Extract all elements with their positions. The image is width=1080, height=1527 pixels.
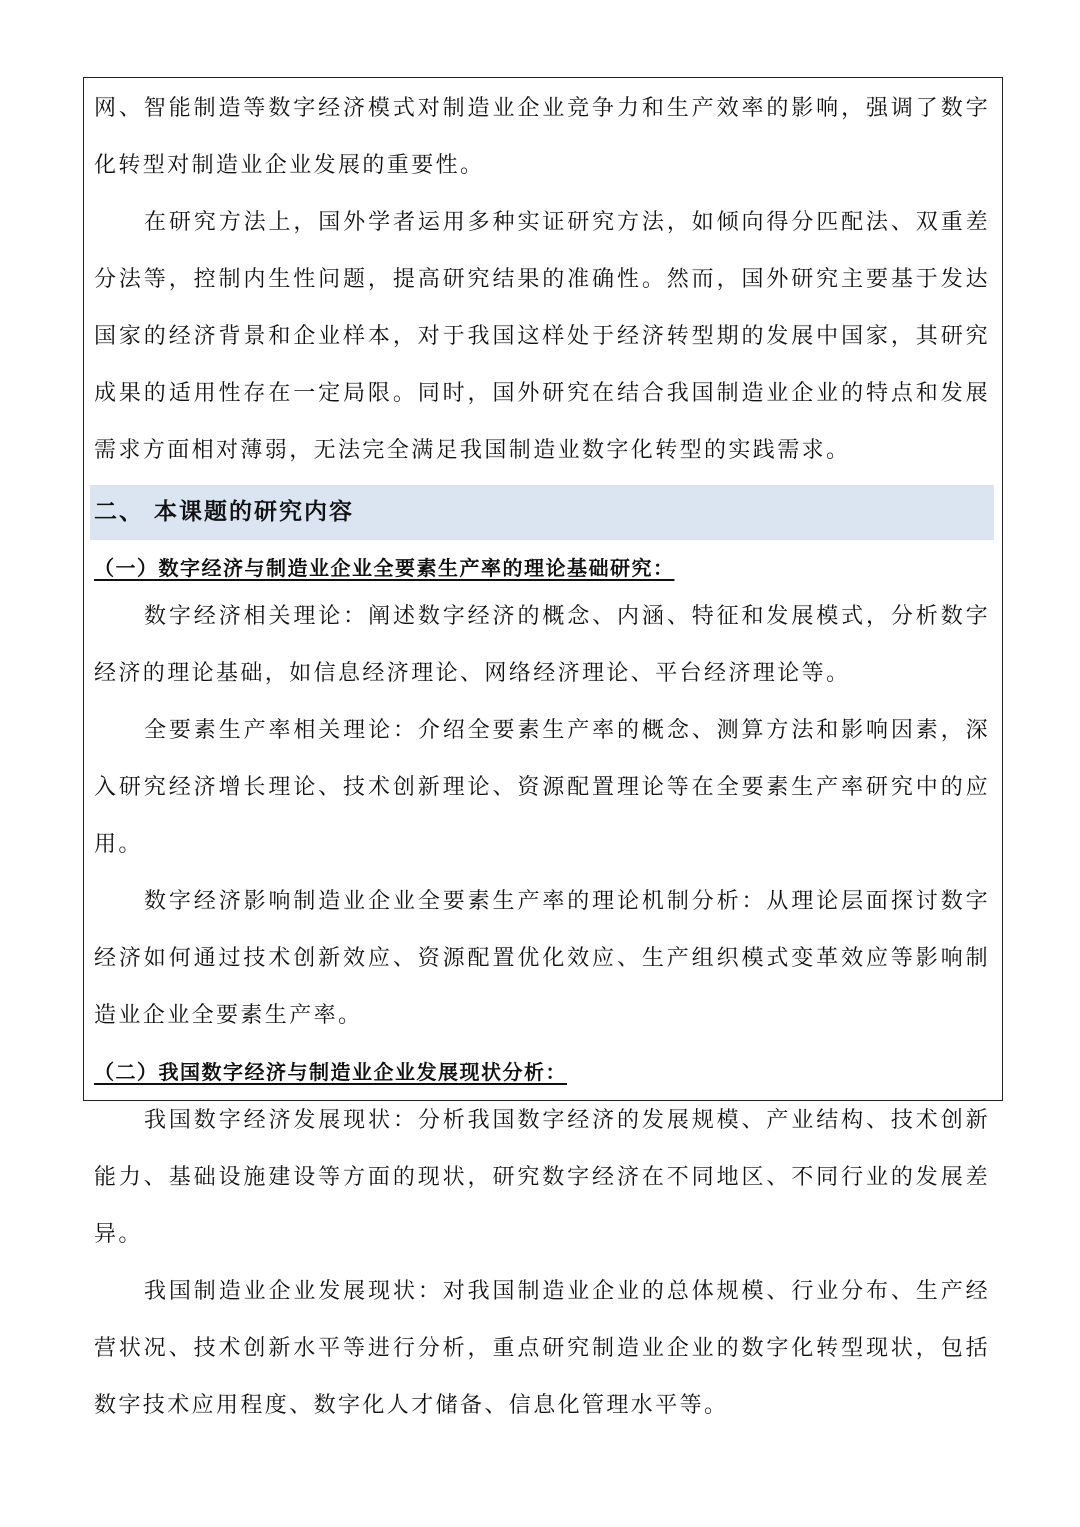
paragraph-manufacturing-status: 我国制造业企业发展现状：对我国制造业企业的总体规模、行业分布、生产经营状况、技术创新水平等进行分析，重点研究制造业企业的数字化转型现状，包括数字技术应用程度、数字化人才储备、信息化管理水平等。 <box>94 1279 990 1418</box>
paragraph-digital-economy-status: 我国数字经济发展现状：分析我国数字经济的发展规模、产业结构、技术创新能力、基础设施建设等方面的现状，研究数字经济在不同地区、不同行业的发展差异。 <box>94 1108 990 1247</box>
subsection-heading-1-text: （一）数字经济与制造业企业全要素生产率的理论基础研究： <box>94 556 675 580</box>
section-title: 二、 本课题的研究内容 <box>90 485 994 540</box>
document-body <box>94 80 990 1434</box>
paragraph-digital-economy-theory: 数字经济相关理论：阐述数字经济的概念、内涵、特征和发展模式，分析数字经济的理论基础，如信息经济理论、网络经济理论、平台经济理论等。 <box>94 604 990 686</box>
paragraph-mechanism-analysis: 数字经济影响制造业企业全要素生产率的理论机制分析：从理论层面探讨数字经济如何通过技术创新效应、资源配置优化效应、生产组织模式变革效应等影响制造业企业全要素生产率。 <box>94 889 990 1028</box>
paragraph-continuation: 网、智能制造等数字经济模式对制造业企业竞争力和生产效率的影响，强调了数字化转型对制造业企业发展的重要性。 <box>94 96 990 178</box>
subsection-heading-1 <box>94 548 990 588</box>
paragraph-research-methods: 在研究方法上，国外学者运用多种实证研究方法，如倾向得分匹配法、双重差分法等，控制内生性问题，提高研究结果的准确性。然而，国外研究主要基于发达国家的经济背景和企业样本，对于我国这样处于经济转型期的发展中国家，其研究成果的适用性存在一定局限。同时，国外研究在结合我国制造业企业的特点和发展需求方面相对薄弱，无法完全满足我国制造业数字化转型的实践需求。 <box>94 210 990 463</box>
subsection-heading-2 <box>94 1052 990 1092</box>
subsection-heading-2-text: （二）我国数字经济与制造业企业发展现状分析： <box>94 1060 567 1084</box>
paragraph-tfp-theory: 全要素生产率相关理论：介绍全要素生产率的概念、测算方法和影响因素，深入研究经济增长理论、技术创新理论、资源配置理论等在全要素生产率研究中的应用。 <box>94 718 990 857</box>
